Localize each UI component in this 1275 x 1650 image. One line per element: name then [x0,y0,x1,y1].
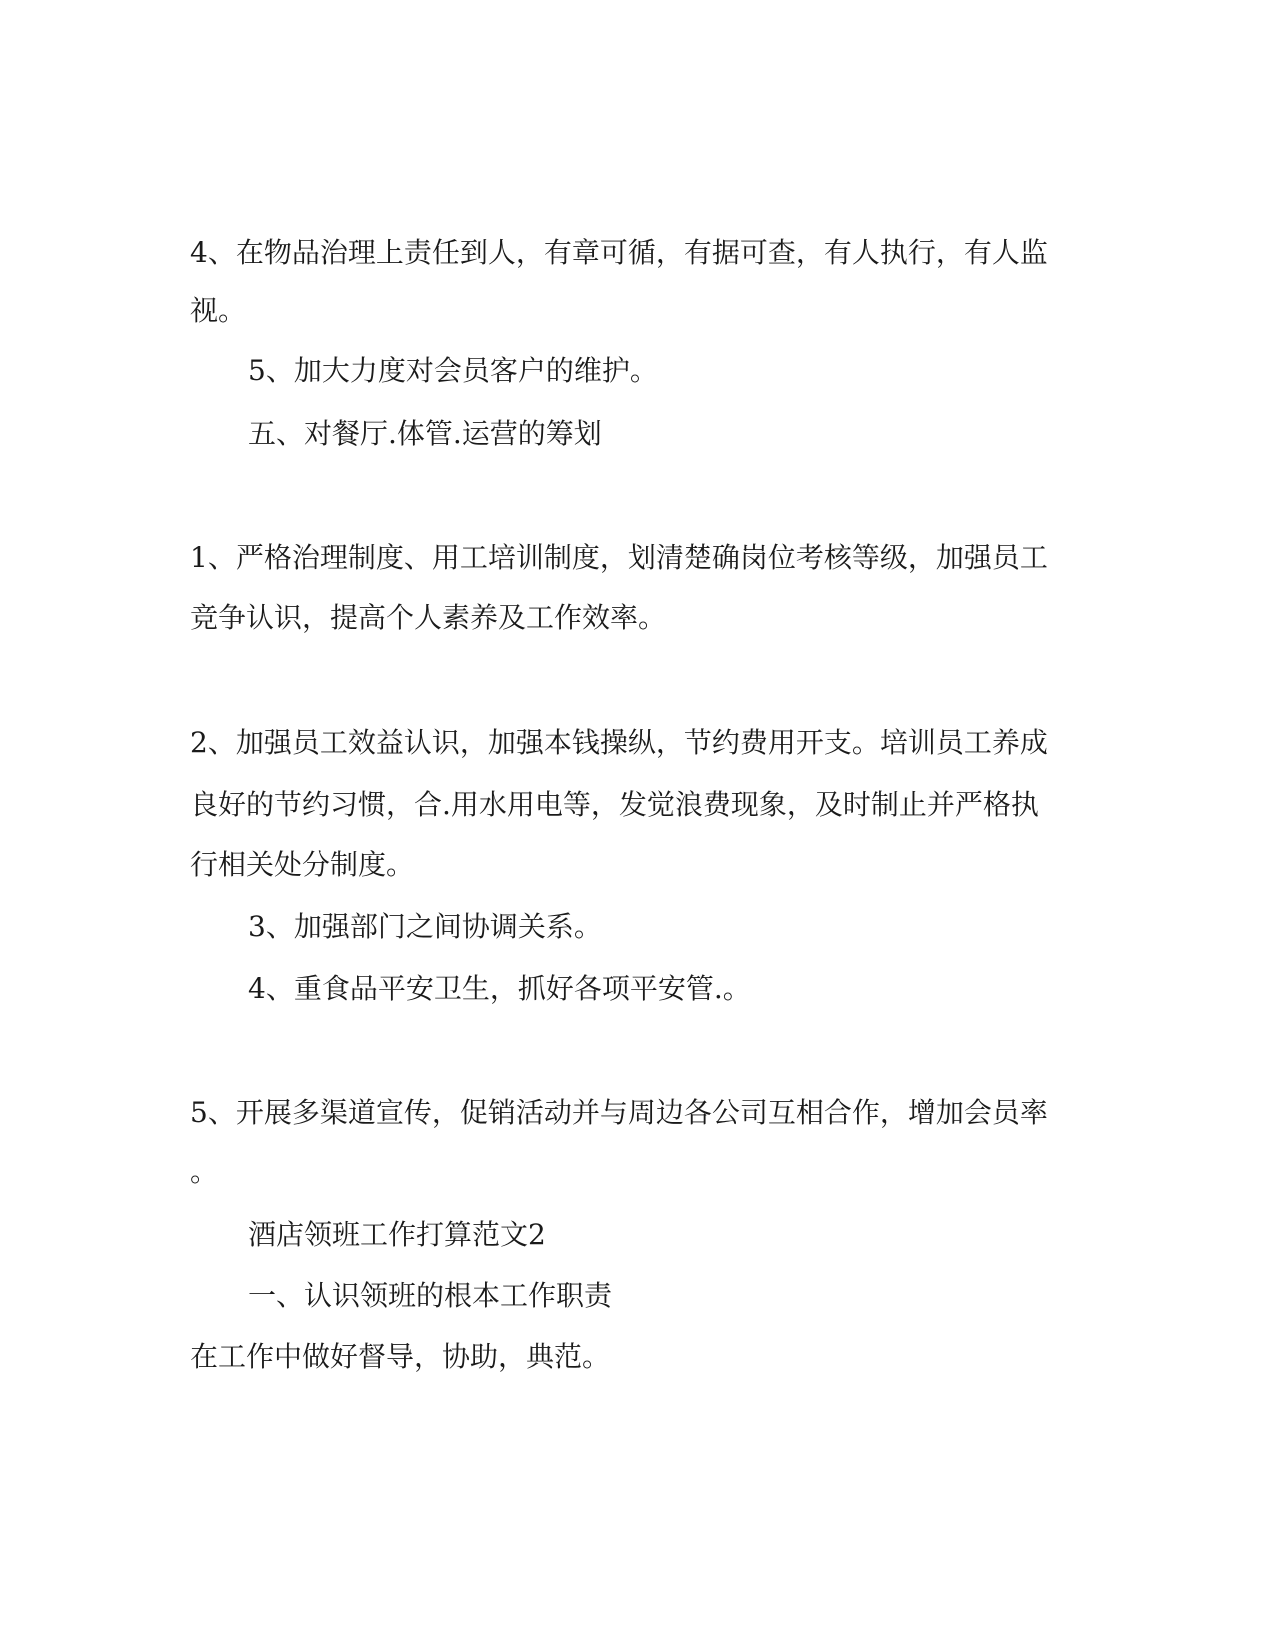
text-line: 行相关处分制度。 [190,848,415,881]
text-line: 良好的节约习惯，合.用水用电等，发觉浪费现象，及时制止并严格执 [190,788,1039,821]
text-line: 视。 [190,294,247,327]
text-line: 竞争认识，提高个人素养及工作效率。 [190,601,667,634]
section-heading: 五、对餐厅.体管.运营的筹划 [248,417,602,450]
document-title: 酒店领班工作打算范文2 [248,1218,546,1251]
text-line: 4、在物品治理上责任到人，有章可循，有据可查，有人执行，有人监 [190,236,1048,269]
text-line: 4、重食品平安卫生，抓好各项平安管.。 [248,972,751,1005]
text-line: 在工作中做好督导，协助，典范。 [190,1340,611,1373]
text-line: 5、开展多渠道宣传，促销活动并与周边各公司互相合作，增加会员率 [190,1096,1048,1129]
text-line: 5、加大力度对会员客户的维护。 [248,354,658,387]
text-line: 1、严格治理制度、用工培训制度，划清楚确岗位考核等级，加强员工 [190,541,1048,574]
section-heading: 一、认识领班的根本工作职责 [248,1279,613,1312]
text-line: 。 [190,1155,219,1188]
text-line: 3、加强部门之间协调关系。 [248,910,602,943]
text-line: 2、加强员工效益认识，加强本钱操纵，节约费用开支。培训员工养成 [190,726,1048,759]
